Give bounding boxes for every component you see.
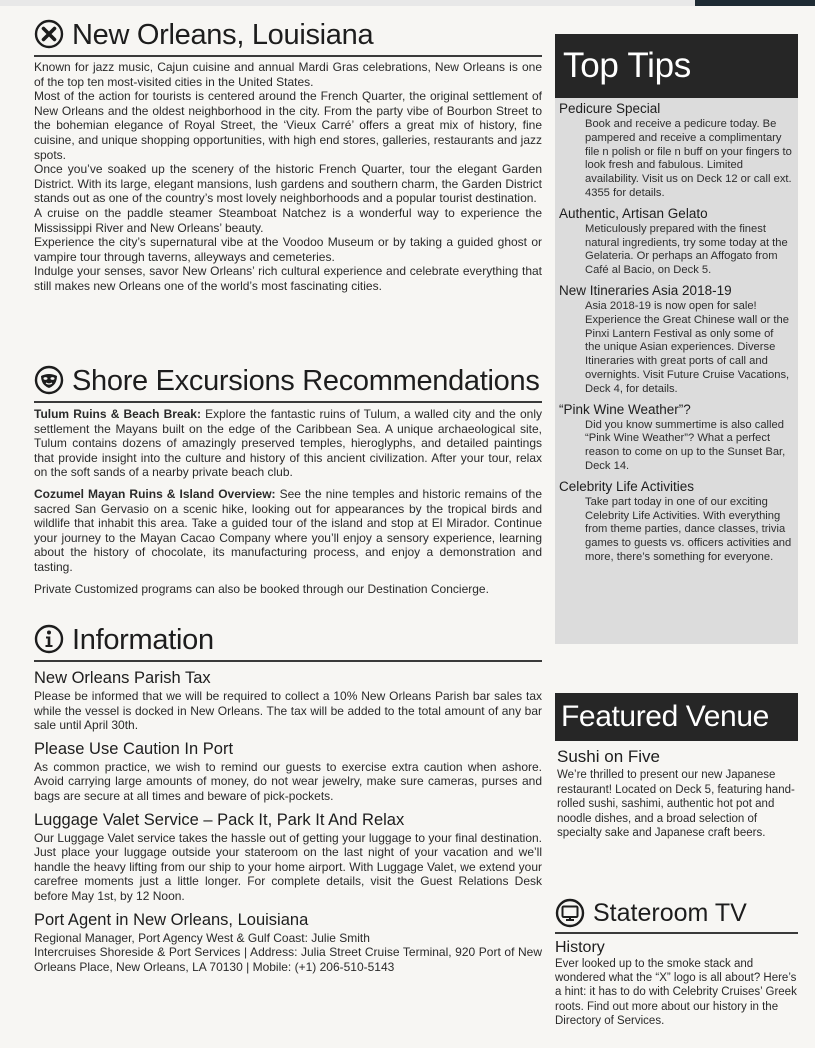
stateroom-tv-title: Stateroom TV [593, 899, 747, 927]
tour-cozumel-name: Cozumel Mayan Ruins & Island Overview: [34, 486, 276, 501]
venue-description: We’re thrilled to present our new Japanese restaurant! Located on Deck 5, featuring hand-rolled sushi, sashimi, authentic hot pot and noodle dishes, and a broad selection of specialty sake and Japanese craft beers. [557, 769, 795, 839]
info-item-text: Our Luggage Valet service takes the hassle out of getting your luggage to your final destination. Just place your luggage outside your stateroom on the last night of your vacation and we’ll handle the heavy lifting from our ship to your home airport. With Luggage Valet, we extend your carefree moments just a little longer. For complete details, visit the Guest Relations Desk before May 1st, by 12 Noon. [34, 830, 542, 903]
new-orleans-paragraph: Known for jazz music, Cajun cuisine and annual Mardi Gras celebrations, New Orleans is one of the top ten most-visited cities in the United States. [34, 60, 542, 89]
top-bar-accent [695, 0, 815, 6]
info-item-text: As common practice, we wish to remind our guests to exercise extra caution when ashore. Avoid carrying large amounts of money, do not wear jewelry, make sure cameras, purses and bags are secure at all times and beware of pick-pockets. [34, 759, 542, 803]
new-orleans-paragraph: Indulge your senses, savor New Orleans’ rich cultural experience and celebrate everything that still makes new Orleans one of the world’s most fascinating cities. [34, 264, 542, 293]
new-orleans-paragraph: Most of the action for tourists is centered around the French Quarter, the original settlement of New Orleans and the oldest neighborhood in the city. From the party vibe of Bourbon Street to the bohemian elegance of Royal Street, the ‘Vieux Carré’ offers a great mix of history, fine cuisine, and unique shopping opportunities, with high end stores, galleries, restaurants and jazz spots. [34, 89, 542, 162]
info-item-title: New Orleans Parish Tax [34, 669, 211, 687]
info-item [34, 811, 542, 904]
top-tips-panel [555, 34, 798, 644]
top-tips-title: Top Tips [555, 34, 798, 98]
shore-excursions-section [34, 364, 542, 603]
tip-title: Celebrity Life Activities [559, 478, 695, 494]
shore-excursions-header [34, 364, 542, 403]
x-circle-icon [34, 19, 64, 49]
info-item-title: Luggage Valet Service – Pack It, Park It And Relax [34, 810, 405, 829]
tour-cozumel-text: See the nine temples and historic remains of the sacred San Gervasio on a scenic hike, looking out for appearances by the tropical birds and wildlife that inhabit this area. Take a guided tour of the island and stop at El Mirador. Continue your journey to the Mayan Cacao Company where you’ll enjoy a sensory experience, learning about the history of chocolate, its manufacturing process, and enjoy a demonstration and tasting. [34, 486, 542, 574]
information-header [34, 623, 542, 662]
stateroom-tv-subtitle: History [555, 939, 605, 956]
tip-title: Authentic, Artisan Gelato [559, 205, 708, 221]
concierge-note: Private Customized programs can also be booked through our Destination Concierge. [34, 581, 489, 596]
tip-item [555, 101, 798, 201]
mask-icon [34, 365, 64, 395]
tv-icon [555, 898, 585, 928]
stateroom-tv-panel [555, 898, 798, 1028]
shore-excursions-title: Shore Excursions Recommendations [72, 365, 540, 397]
tour-cozumel [34, 487, 542, 575]
new-orleans-section [34, 18, 542, 294]
info-item [34, 669, 542, 733]
top-bar [0, 0, 815, 6]
info-item-title: Please Use Caution In Port [34, 739, 234, 758]
tour-tulum-text: Explore the fantastic ruins of Tulum, a walled city and the only settlement the Mayans built on the edge of the Caribbean Sea. A unique archaeological site, Tulum contains dozens of amazingly preserved temples, hieroglyphs, and detailed paintings that provide insight into the culture and history of this ancient civilization. After your tour, relax on the soft sands of a nearby private beach club. [34, 407, 542, 480]
tip-text: Asia 2018-19 is now open for sale! Experience the Great Chinese wall or the Pinxi Lantern Festival as only some of the unique Asian experiences. Diverse Itineraries with great ports of call and overnights. Visit Future Cruise Vacations, Deck 4, for details. [585, 299, 790, 395]
stateroom-tv-text: Ever looked up to the smoke stack and wondered what the “X” logo is all about? Here’s a hint: it has to do with Celebrity Cruises’ Greek roots. Find out more about our history in the Directory of Services. [555, 958, 797, 1027]
tip-title: New Itineraries Asia 2018-19 [559, 282, 732, 298]
tip-title: “Pink Wine Weather”? [559, 401, 691, 417]
tip-title: Pedicure Special [559, 101, 661, 116]
shore-excursions-body [34, 407, 542, 596]
new-orleans-paragraph: Experience the city’s supernatural vibe at the Voodoo Museum or by taking a guided ghost or vampire tour through taverns, alleyways and cemeteries. [34, 235, 542, 264]
new-orleans-body [34, 60, 542, 294]
tour-tulum-name: Tulum Ruins & Beach Break: [34, 407, 201, 421]
info-item-text: Please be informed that we will be required to collect a 10% New Orleans Parish bar sales tax while the vessel is docked in New Orleans. The tax will be added to the total amount of any bar sale until April 30th. [34, 689, 542, 733]
info-item-text: Regional Manager, Port Agency West & Gulf Coast: Julie Smith [34, 930, 370, 945]
tip-item [555, 283, 798, 397]
new-orleans-title: New Orleans, Louisiana [72, 19, 374, 51]
venue-name: Sushi on Five [557, 747, 660, 766]
tip-text: Did you know summertime is also called “Pink Wine Weather”? What a perfect reason to come on up to the Sunset Bar, Deck 14. [585, 418, 786, 472]
featured-venue-title: Featured Venue [555, 693, 798, 741]
featured-venue-panel [555, 693, 798, 841]
information-title: Information [72, 624, 214, 656]
tip-text: Meticulously prepared with the finest natural ingredients, try some today at the Gelateria. Or perhaps an Affogato from Café al Bacio, on Deck 5. [585, 222, 788, 277]
tip-text: Book and receive a pedicure today. Be pampered and receive a complimentary file n polish or file n buff on your fingers to look fresh and fabulous. Limited availability. Visit us on Deck 12 or call ext. 4355 for details. [585, 118, 792, 199]
info-item-text-2: Intercruises Shoreside & Port Services | Address: Julia Street Cruise Terminal, 920 Port of New Orleans Place, New Orleans, LA 70130 | Mobile: (+1) 206-510-5143 [34, 945, 542, 974]
information-section [34, 623, 542, 974]
info-item [34, 740, 542, 804]
tip-item [555, 206, 798, 278]
new-orleans-paragraph: A cruise on the paddle steamer Steamboat Natchez is a wonderful way to experience the Mississippi River and New Orleans’ beauty. [34, 205, 542, 235]
info-item-title: Port Agent in New Orleans, Louisiana [34, 910, 309, 929]
tip-text: Take part today in one of our exciting Celebrity Life Activities. With everything from theme parties, dance classes, trivia games to guests vs. officers activities and more, there’s something for everyone. [585, 495, 792, 563]
tip-item [555, 402, 798, 474]
new-orleans-paragraph: Once you’ve soaked up the scenery of the historic French Quarter, tour the elegant Garden District. With its large, elegant mansions, lush gardens and southern charm, the Garden District stands out as one of the country’s most lovely neighborhoods and a popular tourist destination. [34, 162, 542, 206]
info-icon [34, 624, 64, 654]
new-orleans-header [34, 18, 542, 57]
stateroom-tv-header [555, 898, 798, 934]
info-item [34, 911, 542, 975]
tour-tulum [34, 407, 542, 480]
tip-item [555, 479, 798, 565]
